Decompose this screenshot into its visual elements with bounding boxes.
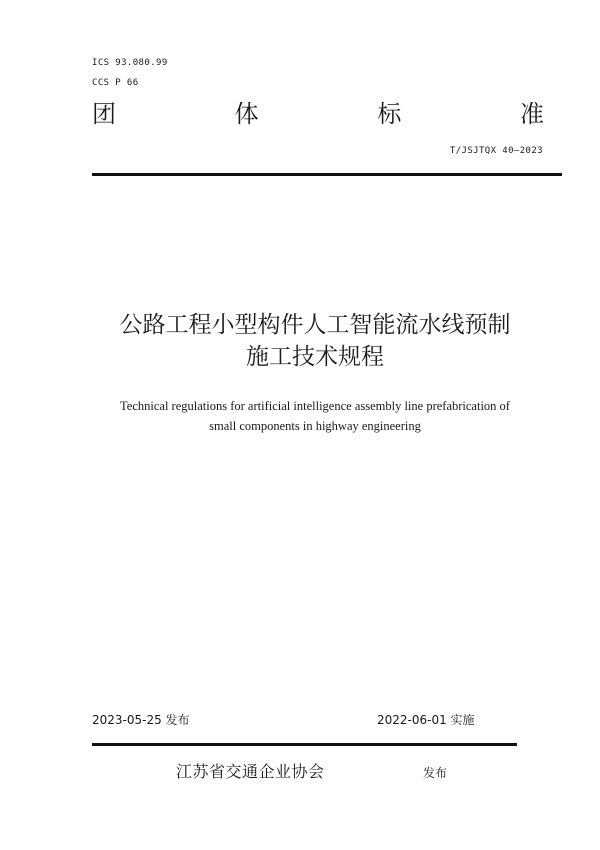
implementation-date: 2022-06-01 实施 <box>377 713 475 727</box>
ccs-code: CCS P 66 <box>92 78 139 88</box>
title-english-line-1: Technical regulations for artificial intelligence assembly line prefabrication of <box>120 399 510 413</box>
publish-label: 发布 <box>423 766 448 780</box>
standard-type-char: 团 <box>92 100 116 128</box>
standard-code: T/JSJTQX 40—2023 <box>449 146 543 156</box>
ics-code: ICS 93.080.99 <box>92 58 168 68</box>
standard-type-char: 标 <box>377 100 402 128</box>
standard-type-heading <box>92 100 544 128</box>
title-chinese-line-2: 施工技术规程 <box>246 344 384 370</box>
title-english-line-2: small components in highway engineering <box>209 419 421 433</box>
top-divider <box>92 173 562 176</box>
issue-date: 2023-05-25 发布 <box>92 713 190 727</box>
title-chinese-line-1: 公路工程小型构件人工智能流水线预制 <box>119 312 511 338</box>
standard-type-char: 准 <box>519 100 544 128</box>
bottom-divider <box>92 743 517 746</box>
publisher-name: 江苏省交通企业协会 <box>176 762 325 781</box>
standard-type-char: 体 <box>234 100 259 128</box>
